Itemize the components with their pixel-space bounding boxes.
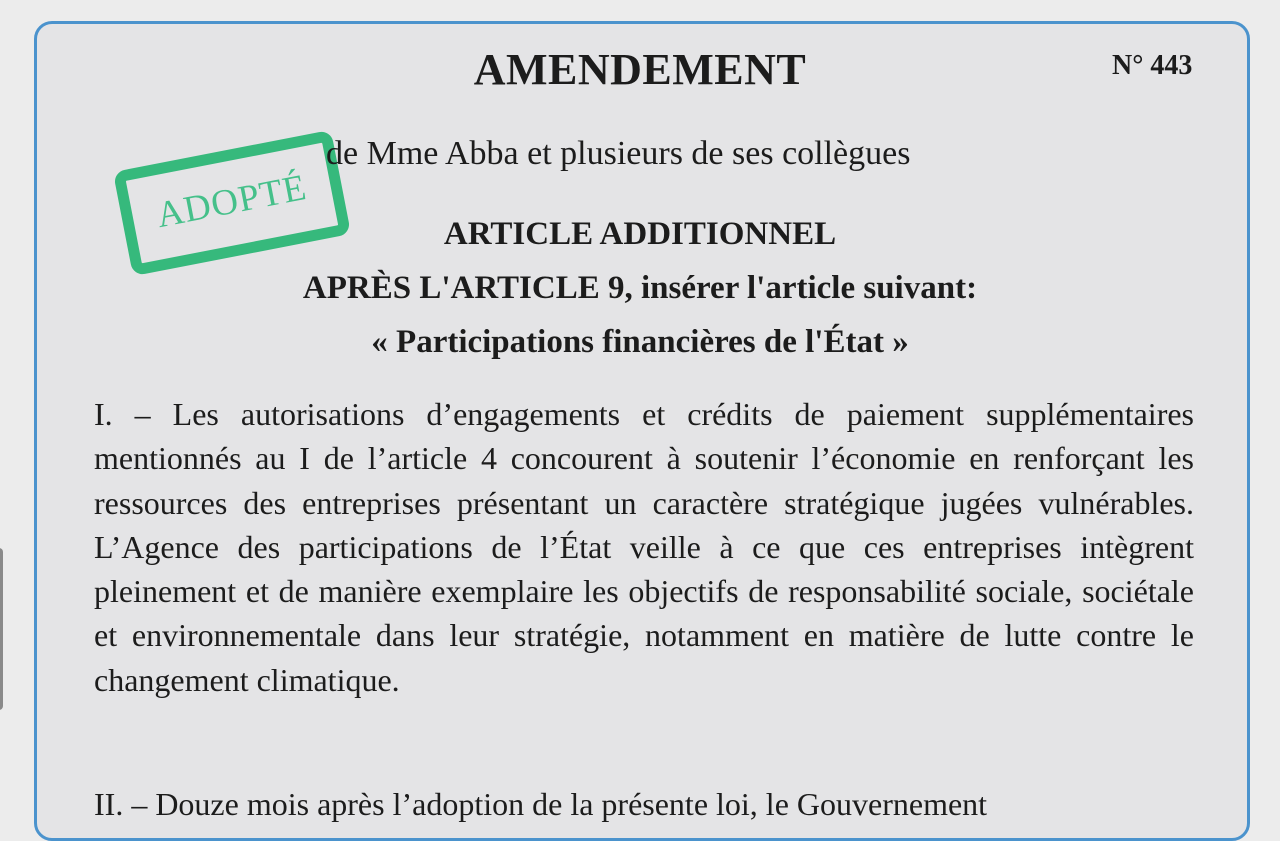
heading-additional-article: ARTICLE ADDITIONNEL: [443, 216, 837, 252]
stamp-label: ADOPTÉ: [153, 166, 311, 237]
side-scroll-handle[interactable]: [0, 548, 3, 710]
paragraph-two: II. – Douze mois après l’adoption de la présente loi, le Gouvernement: [94, 786, 988, 822]
page-title: AMENDEMENT: [473, 45, 807, 94]
paragraph-one: I. – Les autorisations d’engagements et crédits de paiement supplémentaires mentionnés au I de l’article 4 concourent à soutenir l’économie en renforçant les ressources des entreprises présentant un caractère stratégique jugées vulnérables. L’Agence des participations de l’État veille à ce que ces entreprises intègrent pleinement et de manière exemplaire les objectifs de responsabilité sociale, sociétale et environnementale dans leur stratégie, notamment en matière de lutte contre le changement climatique.: [94, 396, 1194, 698]
amendment-number: N° 443: [1112, 50, 1193, 81]
authors-line: de Mme Abba et plusieurs de ses collègues: [326, 135, 911, 172]
heading-insert-after: APRÈS L'ARTICLE 9, insérer l'article suivant:: [302, 270, 978, 306]
heading-article-title: « Participations financières de l'État »: [371, 324, 909, 360]
adopted-stamp: [113, 130, 351, 276]
